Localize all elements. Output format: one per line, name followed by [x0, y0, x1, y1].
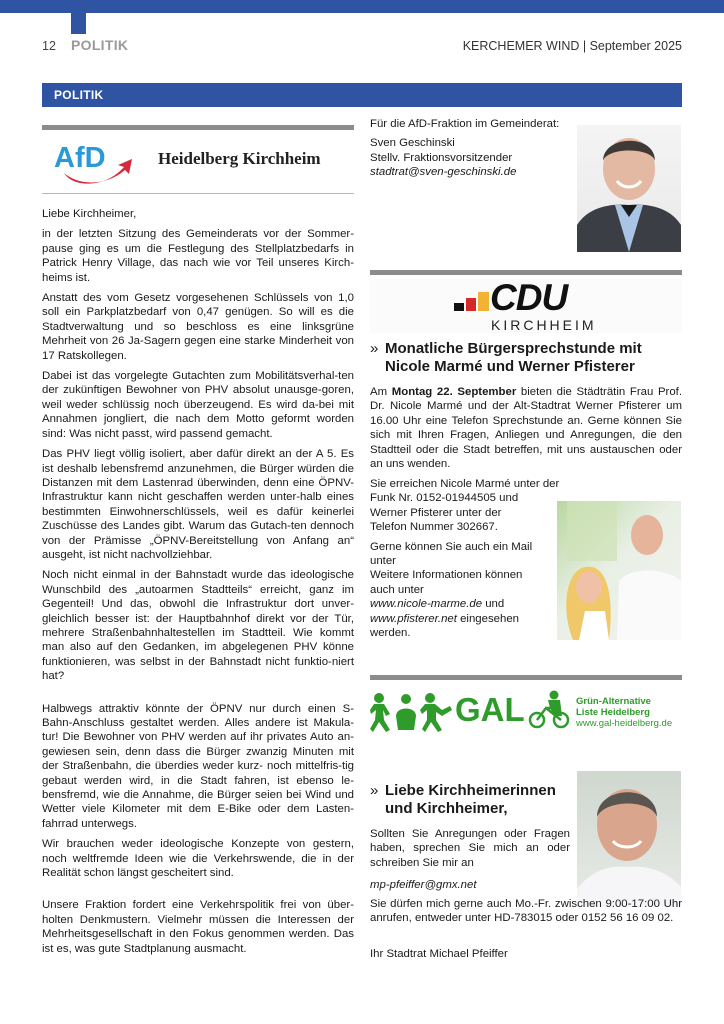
cdu-mail-line: Gerne können Sie auch ein Mail — [370, 540, 533, 553]
cdu-body-date: Montag 22. September — [391, 386, 517, 398]
gal-intro: Sollten Sie Anregungen oder Fragen haben, sprechen Sie mich an oder schreiben Sie mir an — [370, 828, 570, 869]
cdu-link-suffix: und — [482, 598, 505, 611]
afd-paragraph: Unsere Fraktion fordert eine Verkehrspolitik frei von über-holten Denkmustern. Vielmehr müssen die Interessen der Mehrheitsgesellschaft in den Fokus genommen werden. Das ist es, was gute Stadtplanung ausmacht. — [42, 899, 354, 955]
afd-title: Heidelberg Kirchheim — [158, 149, 321, 168]
page-number: 12 — [42, 39, 56, 53]
cdu-headline — [370, 340, 682, 376]
cdu-closing: werden. — [370, 627, 411, 640]
afd-paragraph: Das PHV liegt völlig isoliert, aber dafür direkt an der A 5. Es ist deshalb lebensfremd anzunehmen, die Bürger würden die Distanzen mit dem Lastenrad überwinden, denn eine ÖPNV-Infrastruktur kann nicht geschaffen werden unter-halb eines bestimmten Einwohnerschlüssels, weil es dafür keinerlei Zuschüsse des Landes gibt. Warum das Gutach-ten dennoch von der Prämisse „ÖPNV-Bereitstellung von Anfang an“ ausgeht, ist nicht nachvollziehbar. — [42, 448, 354, 561]
afd-bottom-rule — [42, 193, 354, 194]
page-section-title: POLITIK — [71, 37, 129, 53]
cdu-contact-line: Funk Nr. 0152-01944505 und — [370, 492, 519, 505]
photo-marme-pfisterer — [557, 501, 681, 640]
link-pfisterer[interactable]: www.pfisterer.net — [370, 612, 457, 625]
top-color-band — [0, 0, 724, 13]
cdu-mail-line: auch unter — [370, 583, 424, 596]
gal-headline-text: Liebe Kirchheimerinnen und Kirchheimer, — [385, 782, 556, 817]
portrait-sven-geschinski — [577, 125, 681, 252]
afd-paragraph: Anstatt des vom Gesetz vorgesehenen Schlüssels von 1,0 soll ein Parkplatzbedarf von 0,47 genügen. So will es die Stadtverwaltung und so beschloss es eine linksgrüne Mehrheit von 26 Ja-Sagern gegen eine starke Minderheit von 17 Ratskollegen. — [42, 292, 354, 362]
top-tab-marker — [71, 13, 86, 34]
publication-info: KERCHEMER WIND | September 2025 — [462, 39, 682, 53]
cdu-logo-text: CDU — [490, 277, 568, 318]
page-header — [42, 37, 682, 57]
afd-greeting: Liebe Kirchheimer, — [42, 208, 137, 220]
section-bar-label: POLITIK — [54, 88, 104, 102]
afd-paragraph: Wir brauchen weder ideologische Konzepte von gestern, noch weltfremde Ideen wie die Verkehrswende, die in der Realität schon längst gescheitert sind. — [42, 838, 354, 880]
cdu-headline-text: Monatliche Bürgersprechstunde mit Nicole Marmé und Werner Pfisterer — [385, 340, 642, 375]
afd-paragraph: in der letzten Sitzung des Gemeinderats vor der Sommer-pause ging es um die Festlegung des Stellplatzbedarfs in Patrick Henry Village, das nach wie vor Teil unseres Kirch-heims ist. — [42, 228, 354, 284]
cdu-mail-line: Weitere Informationen können — [370, 569, 523, 582]
afd-paragraph: Halbwegs attraktiv könnte der ÖPNV nur durch einen S-Bahn-Anschluss gestaltet werden. Alles andere ist Makula-tur! Die Bewohner von PHV werden auf ihr privates Auto an-gewiesen sein, denn dass die Bürger zwanzig Minuten mit der Straßenbahn, die überdies weder kurz- noch mittelfris-tig gebaut werden wird, in die Stadt fahren, ist ebenso le-bensfremd, wie die Annahme, die Bürger seien bei Wind und Wetter viele Kilometer mit dem E-Bike oder dem Lasten-fahrrad unterwegs. — [42, 702, 354, 830]
section-bar — [42, 83, 682, 107]
afd-contact-name: Sven Geschinski — [370, 137, 455, 150]
afd-logo — [52, 137, 137, 187]
headline-marker: » — [370, 782, 379, 799]
cdu-body-text: bieten die Städträtin Frau Prof. Dr. Nicole Marmé und der Alt-Stadtrat Werner Pfisterer um 16.00 Uhr eine Telefon Sprechstunde an. Gerne können Sie sich mit Ihren Fragen, Anliegen und Anregungen, die den Stadtteil oder die Stadt betreffen, mit uns austauschen oder an uns wenden. — [370, 386, 682, 471]
cdu-logo — [370, 279, 682, 333]
gal-signature: Ihr Stadtrat Michael Pfeiffer — [370, 948, 508, 961]
afd-contact-role: Stellv. Fraktionsvorsitzender — [370, 151, 513, 164]
afd-article — [42, 207, 354, 962]
gal-email[interactable]: mp-pfeiffer@gmx.net — [370, 879, 477, 892]
afd-paragraph: Dabei ist das vorgelegte Gutachten zum Mobilitätsverhal-ten der zukünftigen Bewohner von PHV absolut unausge-goren, weil weder schlüssig noch überzeugend. Es wird da-bei mit Annahmen jongliert, die nach dem Motto geformt worden sind: Was nicht passt, wird passend gemacht. — [42, 370, 354, 440]
cdu-link-suffix: eingesehen — [456, 612, 520, 625]
gal-top-rule — [370, 675, 682, 680]
cdu-contact-line: Werner Pfisterer unter der — [370, 506, 502, 519]
cdu-body-prefix: Am — [370, 386, 392, 398]
cdu-contact — [370, 477, 560, 645]
cdu-contact-line: Sie erreichen Nicole Marmé unter der — [370, 478, 560, 490]
gal-body — [370, 827, 682, 970]
cdu-bars-icon — [454, 291, 490, 311]
gal-logo-line: Liste Heidelberg — [576, 707, 650, 718]
cdu-top-rule — [370, 270, 682, 275]
gal-logo — [370, 686, 682, 736]
afd-top-rule — [42, 125, 354, 130]
gal-headline — [370, 782, 570, 818]
afd-logo-text: AfD — [54, 142, 106, 174]
afd-paragraph: Noch nicht einmal in der Bahnstadt wurde das ideologische Wunschbild des „autoarmen Stadtteils“ erreicht, ganz im Gegenteil! Und das, obwohl die Infrastruktur dort unver-gleichlich besser ist: der Hauptbahnhof direkt vor der Tür, mehrere Straßenbahnhaltestellen im Stadtteil. Wie kommt man also auf den Gedanken, im abgelegenen PHV könne funktionieren, was selbst in der Bahnstadt nicht funktio-niert hat? — [42, 569, 354, 683]
link-nicole-marme[interactable]: www.nicole-marme.de — [370, 598, 483, 611]
cdu-body — [370, 385, 682, 471]
gal-logo-caption — [576, 696, 672, 729]
afd-contact-intro: Für die AfD-Fraktion im Gemeinderat: — [370, 118, 560, 130]
gal-phone-text: Sie dürfen mich gerne auch Mo.-Fr. zwischen 9:00-17:00 Uhr anrufen, entweder unter HD-783015 oder 0152 56 16 09 02. — [370, 897, 682, 925]
afd-contact-email[interactable]: stadtrat@sven-geschinski.de — [370, 166, 517, 179]
gal-cyclist-icon — [528, 690, 570, 730]
headline-marker: » — [370, 340, 379, 357]
cdu-mail-line: unter — [370, 555, 396, 568]
afd-contact — [370, 117, 559, 180]
gal-logo-url[interactable]: www.gal-heidelberg.de — [576, 718, 673, 729]
gal-logo-text: GAL — [455, 691, 525, 728]
cdu-logo-subtitle: KIRCHHEIM — [491, 317, 597, 333]
gal-figures-icon — [370, 692, 455, 732]
gal-logo-line: Grün-Alternative — [576, 696, 651, 707]
cdu-contact-line: Telefon Nummer 302667. — [370, 521, 498, 534]
